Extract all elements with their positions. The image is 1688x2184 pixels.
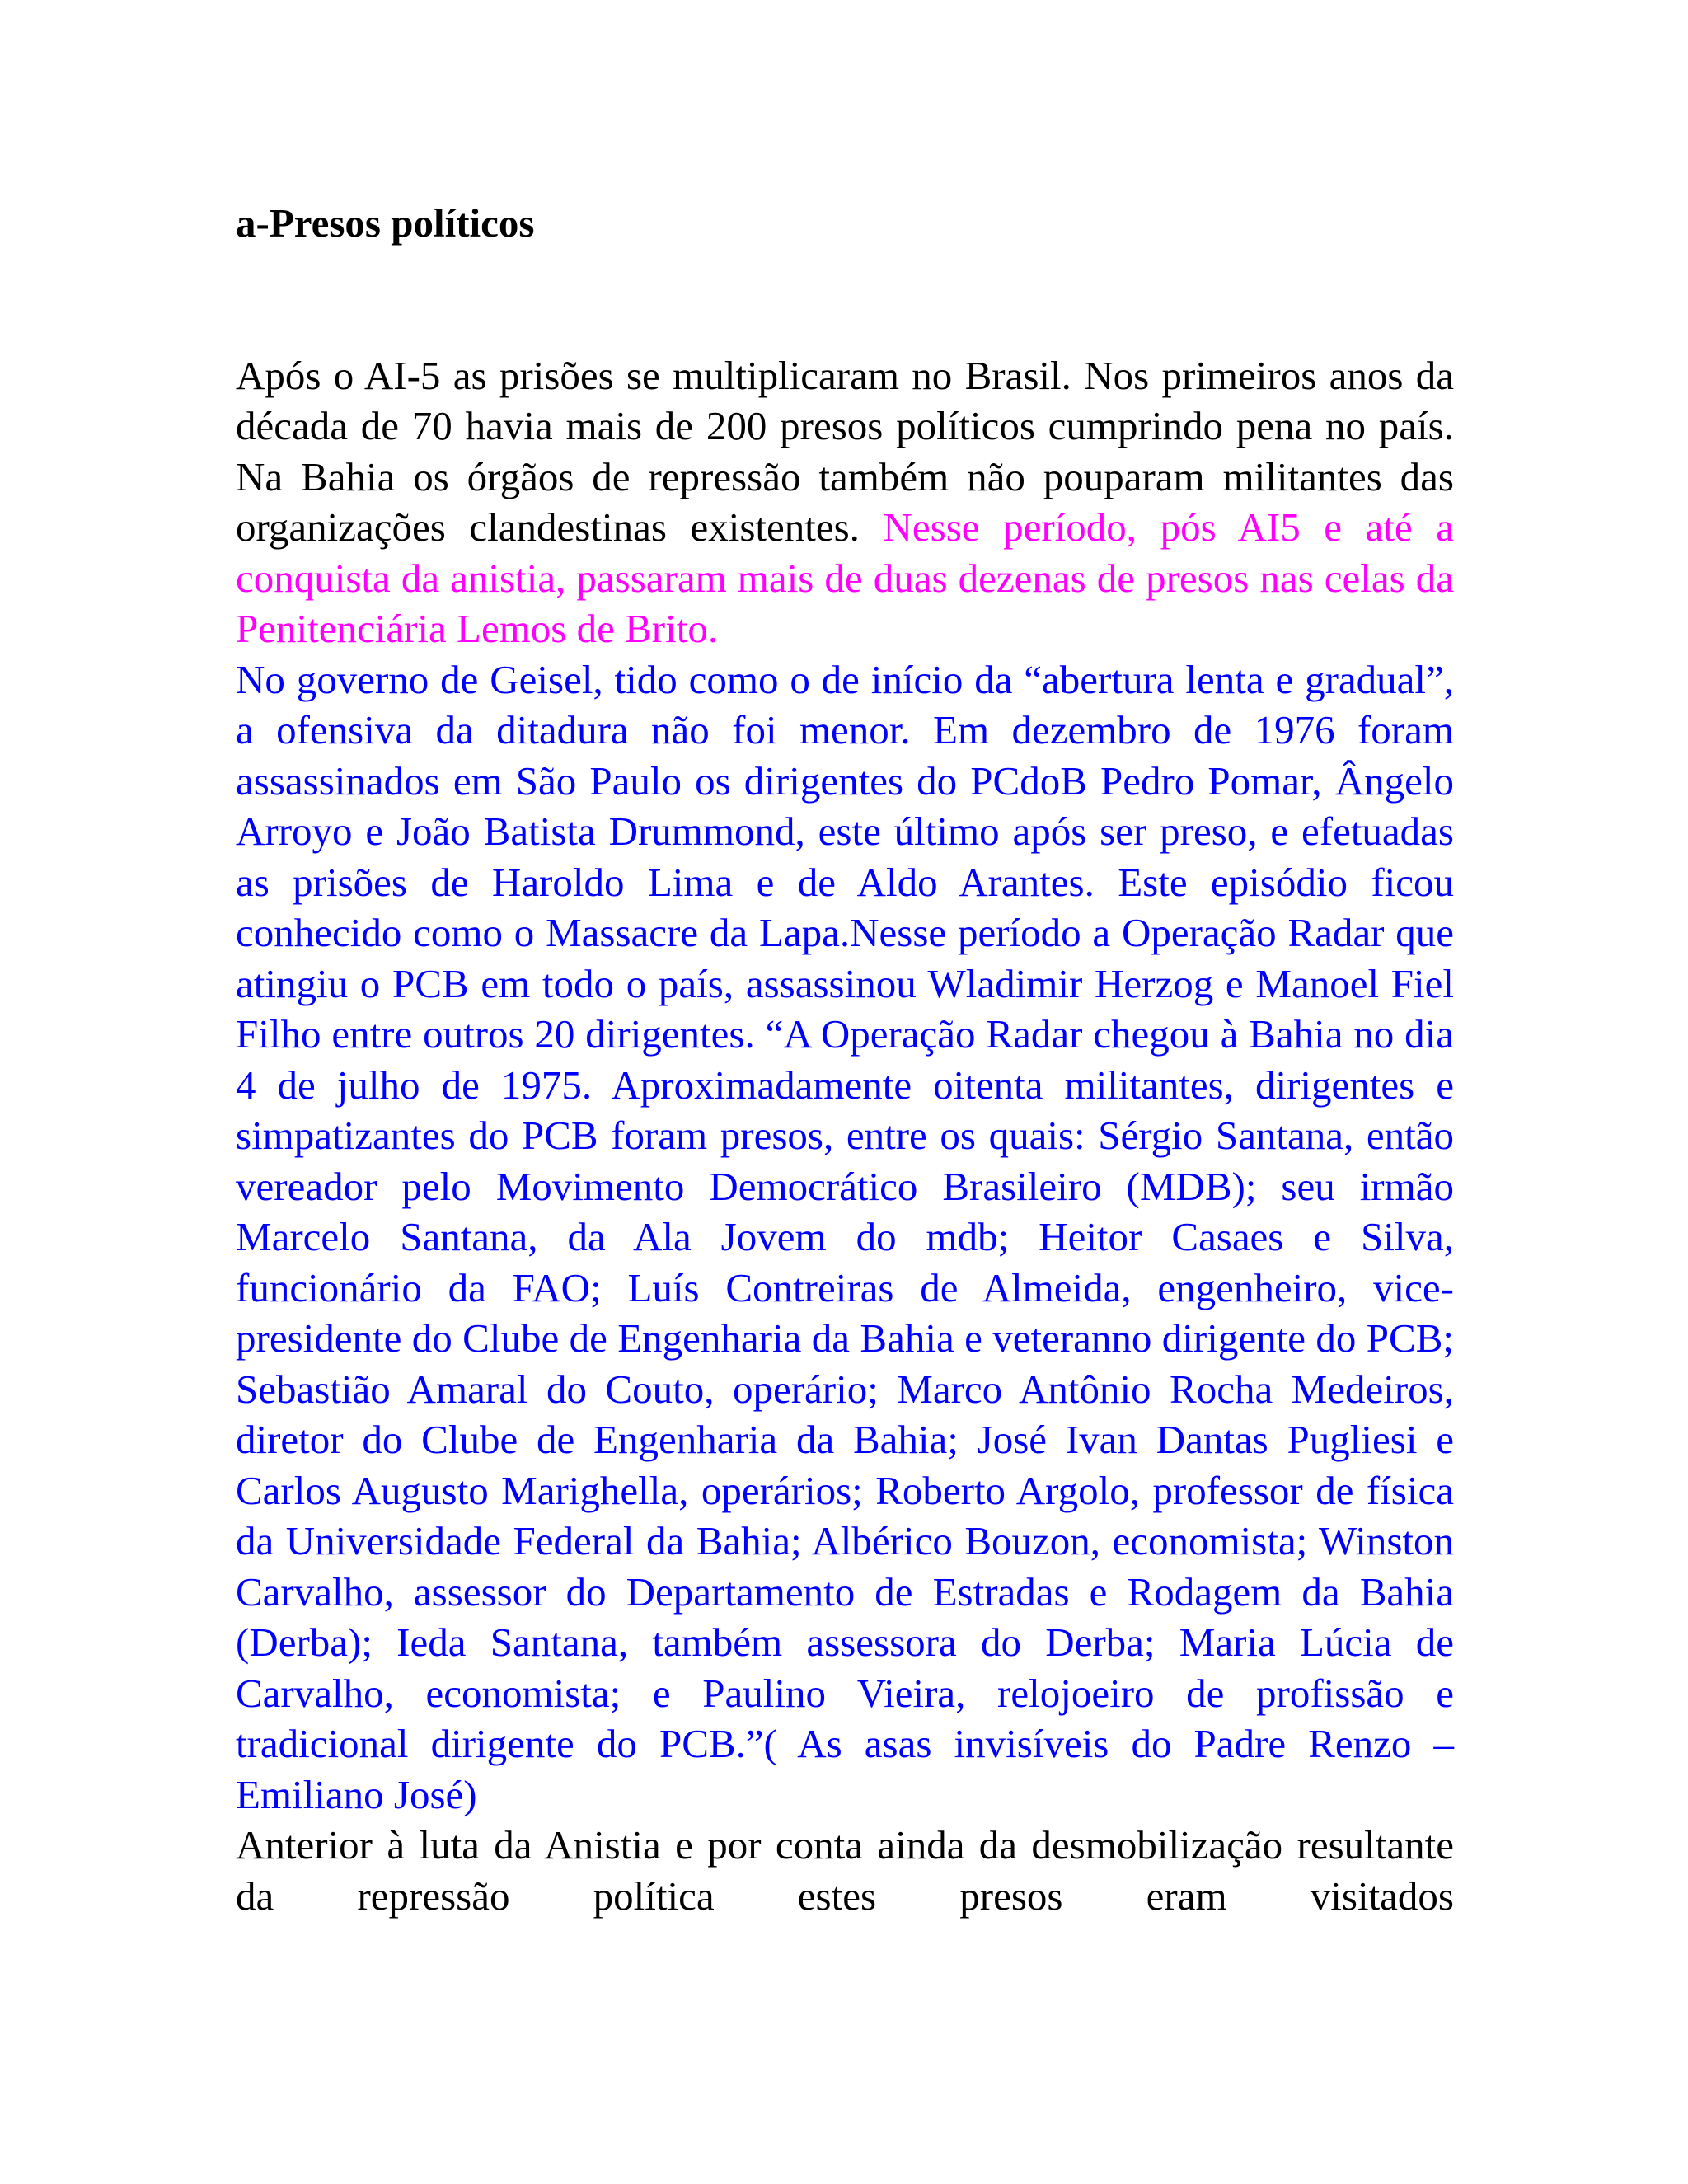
paragraph-3 [236, 1820, 1454, 1921]
paragraph-1-black-text: Após o AI-5 as prisões se multiplicaram no Brasil. Nos primeiros anos da década de 70 havia mais de 200 presos políticos cumprindo pena no país. Na Bahia os órgãos de repressão também não pouparam militantes das organizações clandestinas existentes. [236, 352, 1454, 550]
paragraph-2 [236, 654, 1454, 1821]
document-body [236, 198, 1454, 1921]
paragraph-1 [236, 350, 1454, 654]
paragraph-2-blue-text: No governo de Geisel, tido como o de início da “abertura lenta e gradual”, a ofensiva da ditadura não foi menor. Em dezembro de 1976 foram assassinados em São Paulo os dirigentes do PCdoB Pedro Pomar, Ângelo Arroyo e João Batista Drummond, este último após ser preso, e efetuadas as prisões de Haroldo Lima e de Aldo Arantes. Este episódio ficou conhecido como o Massacre da Lapa.Nesse período a Operação Radar que atingiu o PCB em todo o país, assassinou Wladimir Herzog e Manoel Fiel Filho entre outros 20 dirigentes. “A Operação Radar chegou à Bahia no dia 4 de julho de 1975. Aproximadamente oitenta militantes, dirigentes e simpatizantes do PCB foram presos, entre os quais: Sérgio Santana, então vereador pelo Movimento Democrático Brasileiro (MDB); seu irmão Marcelo Santana, da Ala Jovem do mdb; Heitor Casaes e Silva, funcionário da FAO; Luís Contreiras de Almeida, engenheiro, vice-presidente do Clube de Engenharia da Bahia e veteranno dirigente do PCB; Sebastião Amaral do Couto, operário; Marco Antônio Rocha Medeiros, diretor do Clube de Engenharia da Bahia; José Ivan Dantas Pugliesi e Carlos Augusto Marighella, operários; Roberto Argolo, professor de física da Universidade Federal da Bahia; Albérico Bouzon, economista; Winston Carvalho, assessor do Departamento de Estradas e Rodagem da Bahia (Derba); Ieda Santana, também assessora do Derba; Maria Lúcia de Carvalho, economista; e Paulino Vieira, relojoeiro de profissão e tradicional dirigente do PCB.”( As asas invisíveis do Padre Renzo – Emiliano José) [236, 656, 1454, 1817]
paragraph-3-black-text: Anterior à luta da Anistia e por conta ainda da desmobilização resultante da repressão política estes presos eram visitados [236, 1822, 1454, 1919]
section-heading: a-Presos políticos [236, 200, 535, 246]
paragraph-1-magenta-text: Nesse período, pós AI5 e até a conquista da anistia, passaram mais de duas dezenas de presos nas celas da Penitenciária Lemos de Brito. [236, 504, 1454, 651]
